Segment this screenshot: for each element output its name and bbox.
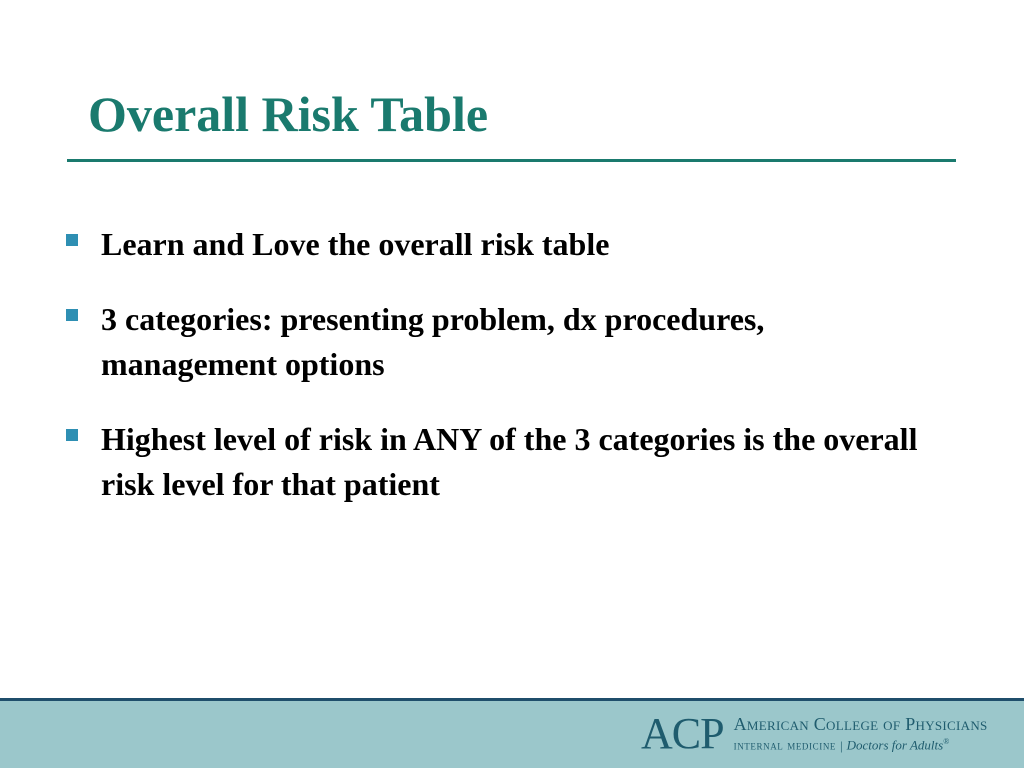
bullet-list xyxy=(66,222,946,537)
logo-tagline: Doctors for Adults xyxy=(846,737,944,753)
bullet-item xyxy=(66,222,946,267)
bullet-item xyxy=(66,417,946,507)
bullet-text: Learn and Love the overall risk table xyxy=(101,226,610,262)
square-bullet-icon xyxy=(66,429,78,441)
logo-mark: ACP xyxy=(641,709,724,758)
registered-mark: ® xyxy=(943,737,950,747)
acp-logo xyxy=(641,709,988,758)
bullet-text: 3 categories: presenting problem, dx procedures, management options xyxy=(101,301,765,382)
logo-separator: | xyxy=(840,737,843,753)
bullet-text: Highest level of risk in ANY of the 3 categories is the overall risk level for that patient xyxy=(101,421,918,502)
bullet-item xyxy=(66,297,946,387)
slide-title: Overall Risk Table xyxy=(88,86,489,142)
square-bullet-icon xyxy=(66,309,78,321)
title-divider xyxy=(67,159,956,162)
logo-tagline-line xyxy=(734,734,988,753)
square-bullet-icon xyxy=(66,234,78,246)
logo-internal-medicine: internal medicine xyxy=(733,737,837,753)
logo-org-name: American College of Physicians xyxy=(733,714,988,735)
logo-wordmark xyxy=(734,714,988,753)
